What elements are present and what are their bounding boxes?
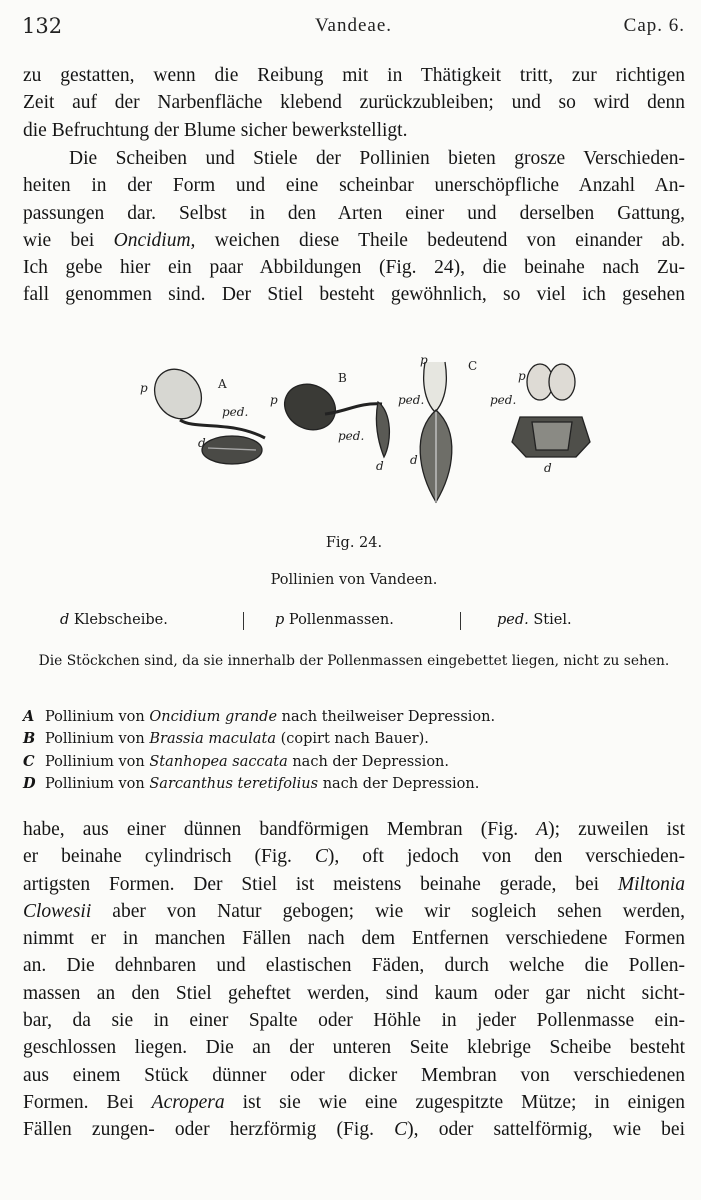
text-line: aus einem Stück dünner oder dicker Membran von verschiedenen — [23, 1064, 685, 1086]
text-line: Fällen zungen- oder herzförmig (Fig. C), oder sattelförmig, wie bei — [23, 1119, 685, 1141]
page-number: 132 — [22, 14, 63, 38]
text-line: die Befruchtung der Blume sicher bewerkstelligt. — [23, 119, 408, 141]
label-p-d: p — [518, 369, 526, 383]
figure-title: Pollinien von Vandeen. — [270, 572, 438, 588]
text-line: massen an den Stiel geheftet werden, sind kaum oder gar nicht sicht- — [23, 982, 685, 1004]
text-line: Zeit auf der Narbenfläche klebend zurückzubleiben; und so wird denn — [23, 92, 685, 114]
figure-note: Die Stöckchen sind, da sie innerhalb der Pollenmassen eingebettet liegen, nicht zu sehen. — [38, 653, 670, 669]
pollinium-c-drawing — [420, 362, 452, 502]
text-line: zu gestatten, wenn die Reibung mit in Thätigkeit tritt, zur richtigen — [23, 65, 685, 86]
text-line: heiten in der Form und eine scheinbar unerschöpfliche Anzahl An- — [23, 175, 685, 197]
text-line: Ich gebe hier ein paar Abbildungen (Fig. 24), die beinahe nach Zu- — [23, 257, 685, 279]
chapter-label: Cap. 6. — [623, 15, 685, 36]
paragraph-2 — [23, 145, 685, 309]
figure-item-b: B Pollinium von Brassia maculata (copirt nach Bauer). — [23, 730, 429, 748]
label-d-d: d — [544, 461, 552, 475]
pollinium-b-drawing — [277, 376, 389, 457]
label-B: B — [338, 371, 347, 385]
figure-item-d: D Pollinium von Sarcanthus teretifolius nach der Depression. — [23, 774, 480, 792]
text-line: Formen. Bei Acropera ist sie wie eine zugespitzte Mütze; in einigen — [23, 1091, 686, 1113]
label-C: C — [468, 359, 478, 373]
label-p-b: p — [270, 393, 278, 407]
figure-legend — [60, 612, 620, 634]
label-d-c: d — [410, 453, 418, 467]
text-line: habe, aus einer dünnen bandförmigen Membran (Fig. A); zuweilen ist — [23, 819, 686, 840]
text-line: fall genommen sind. Der Stiel besteht gewöhnlich, so viel ich gesehen — [23, 284, 685, 306]
text-line: Die Scheiben und Stiele der Pollinien bieten grosze Verschieden- — [69, 148, 685, 169]
paragraph-1 — [23, 62, 685, 144]
legend-item-d: d Klebscheibe. — [60, 612, 168, 628]
legend-divider — [460, 612, 461, 630]
text-line: Clowesii aber von Natur gebogen; wie wir sogleich sehen werden, — [23, 900, 685, 922]
label-ped-d: ped. — [490, 393, 517, 407]
figure-number: Fig. 24. — [325, 535, 383, 551]
text-line: nimmt er in manchen Fällen nach dem Entfernen verschiedene Formen — [23, 928, 685, 950]
text-line: geschlossen liegen. Die an der unteren Seite klebrige Scheibe besteht — [23, 1037, 685, 1059]
label-ped-a: ped. — [222, 405, 249, 419]
paragraph-3 — [23, 816, 685, 1144]
text-line: passungen dar. Selbst in den Arten einer und derselben Gattung, — [23, 202, 685, 224]
label-A: A — [218, 377, 227, 391]
text-line: artigsten Formen. Der Stiel ist meistens beinahe gerade, bei Miltonia — [23, 873, 686, 895]
figure-item-list — [23, 706, 685, 795]
legend-item-p: p Pollenmassen. — [275, 612, 394, 628]
label-d-b: d — [376, 459, 384, 473]
genus-name: Oncidium, — [113, 229, 196, 251]
label-d-a: d — [198, 436, 206, 450]
label-p-c: p — [420, 353, 428, 367]
text-line: er beinahe cylindrisch (Fig. C), oft jedoch von den verschieden- — [23, 846, 685, 868]
text-line: bar, da sie in einer Spalte oder Höhle in jeder Pollenmasse ein- — [23, 1010, 685, 1032]
figure-item-c: C Pollinium von Stanhopea saccata nach der Depression. — [23, 752, 449, 770]
text-line: an. Die dehnbaren und elastischen Fäden, durch welche die Pollen- — [23, 955, 685, 977]
label-p-a: p — [140, 381, 148, 395]
page-header — [22, 14, 685, 48]
text-line — [23, 227, 685, 254]
text-fragment: weichen diese Theile bedeutend von einander ab. — [214, 229, 685, 251]
pollinia-drawing — [120, 352, 600, 522]
label-ped-c: ped. — [398, 393, 425, 407]
text-fragment: wie bei — [23, 229, 95, 251]
legend-item-ped: ped. Stiel. — [497, 612, 572, 628]
figure-24-illustration — [120, 352, 600, 522]
figure-item-a: A Pollinium von Oncidium grande nach theilweiser Depression. — [23, 708, 496, 725]
running-title: Vandeae. — [314, 15, 393, 36]
legend-divider — [243, 612, 244, 630]
label-ped-b: ped. — [338, 429, 365, 443]
